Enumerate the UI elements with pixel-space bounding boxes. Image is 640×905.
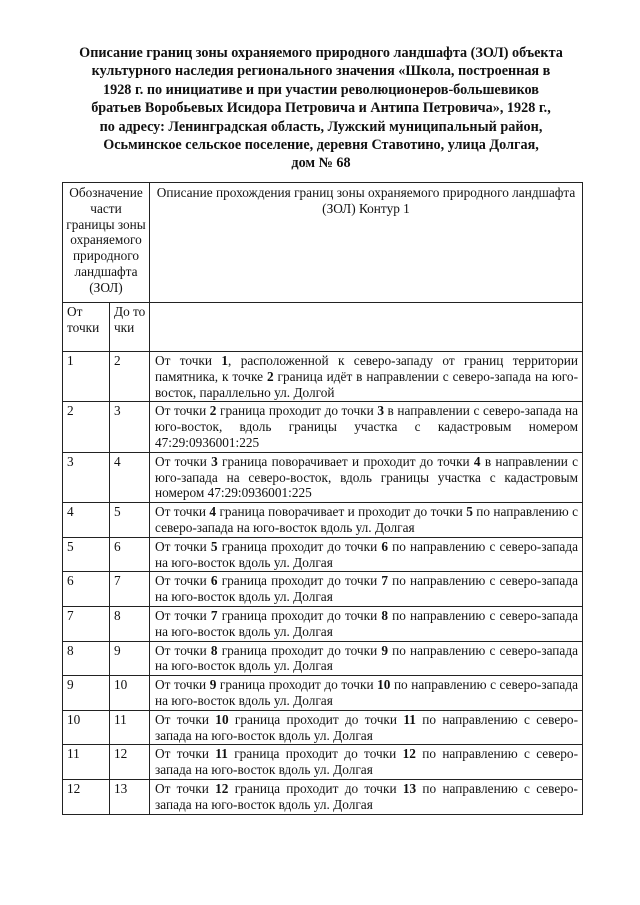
table-row xyxy=(63,606,583,641)
point-from: 12 xyxy=(63,779,110,814)
description-text: От точки xyxy=(155,353,222,368)
header-from-point: От точки xyxy=(63,303,110,352)
table-row xyxy=(63,572,583,607)
title-line: Описание границ зоны охраняемого природного ландшафта (ЗОЛ) объекта xyxy=(79,45,563,61)
title-line: культурного наследия регионального значения «Школа, построенная в xyxy=(91,63,551,80)
table-row xyxy=(63,641,583,676)
point-from: 8 xyxy=(63,641,110,676)
description-text: граница поворачивает и проходит до точки xyxy=(216,504,467,520)
table-subheader-row xyxy=(63,303,583,352)
point-from: 10 xyxy=(63,710,110,745)
point-number: 3 xyxy=(211,453,218,469)
description-text: по направлению с северо-запада на юго-восток вдоль ул. Долгая xyxy=(155,677,578,708)
point-number: 11 xyxy=(403,711,416,727)
title-line: 1928 г. по инициативе и при участии революционеров-большевиков xyxy=(103,81,539,98)
boundary-description xyxy=(150,537,583,572)
description-text: граница проходит до точки xyxy=(228,711,404,727)
point-number: 2 xyxy=(266,368,274,384)
description-text: От точки xyxy=(155,538,211,554)
boundary-description xyxy=(150,676,583,711)
boundary-description xyxy=(150,641,583,676)
point-number: 6 xyxy=(210,573,218,589)
description-text: , расположенной к северо-западу от границ территории памятника, к точке xyxy=(155,353,578,384)
point-number: 12 xyxy=(402,746,416,762)
point-number: 11 xyxy=(215,746,228,762)
header-to-point: До точки xyxy=(110,303,150,352)
description-text: по направлению с северо-запада на юго-восток вдоль ул. Долгая xyxy=(155,573,578,605)
table-row xyxy=(63,710,583,745)
description-text: в направлении с юго-запада на северо-восток, вдоль границы участка с кадастровым номером 47:29:0936001:225 xyxy=(155,453,579,501)
description-text: в направлении с северо-запада на юго-восток, вдоль границы участка с кадастровым номером 47:29:0936001:225 xyxy=(155,403,578,450)
header-empty-cell xyxy=(150,303,583,352)
description-text: граница проходит до точки xyxy=(216,403,378,419)
description-text: граница проходит до точки xyxy=(216,677,378,693)
description-text: От точки xyxy=(155,642,211,658)
point-number: 5 xyxy=(466,504,473,520)
point-to: 6 xyxy=(110,537,150,572)
point-to: 5 xyxy=(110,503,150,538)
point-number: 8 xyxy=(210,642,218,658)
point-number: 3 xyxy=(377,403,384,419)
point-to: 9 xyxy=(110,641,150,676)
point-number: 4 xyxy=(473,453,481,469)
table-row xyxy=(63,402,583,452)
description-text: От точки xyxy=(155,746,216,762)
point-to: 8 xyxy=(110,606,150,641)
point-number: 5 xyxy=(210,538,218,554)
title-line: братьев Воробьевых Исидора Петровича и Антипа Петровича», 1928 г., xyxy=(91,100,551,117)
point-to: 7 xyxy=(110,572,150,607)
point-from: 7 xyxy=(63,606,110,641)
description-text: по направлению с северо-запада на юго-восток вдоль ул. Долгая xyxy=(155,746,578,778)
description-text: От точки xyxy=(155,403,210,419)
description-text: граница проходит до точки xyxy=(217,642,382,658)
point-number: 2 xyxy=(209,403,217,419)
boundary-description xyxy=(150,745,583,780)
description-text: От точки xyxy=(155,677,210,693)
point-from: 3 xyxy=(63,452,110,502)
description-text: по направлению с северо-запада на юго-восток вдоль ул. Долгая xyxy=(155,780,578,812)
description-text: по направлению с северо-запада на юго-восток вдоль ул. Долгая xyxy=(155,607,578,639)
description-text: От точки xyxy=(155,504,210,520)
point-from: 6 xyxy=(63,572,110,607)
boundary-description xyxy=(150,352,583,402)
point-to: 13 xyxy=(110,779,150,814)
table-row xyxy=(63,503,583,538)
point-number: 7 xyxy=(381,573,388,589)
description-text: От точки xyxy=(155,607,211,623)
boundary-description xyxy=(150,402,583,452)
boundary-description xyxy=(150,452,583,502)
point-number: 10 xyxy=(377,677,391,693)
description-text: граница идёт в направлении с северо-запада на юго-восток, параллельно ул. Долгой xyxy=(155,368,579,400)
header-part-designation: Обозначение части границы зоны охраняемого природного ландшафта (ЗОЛ) xyxy=(63,183,150,303)
point-number: 1 xyxy=(221,353,228,368)
point-to: 10 xyxy=(110,676,150,711)
description-text: по направлению с северо-запада на юго-восток вдоль ул. Долгая xyxy=(155,538,578,570)
boundary-description xyxy=(150,710,583,745)
table-row xyxy=(63,537,583,572)
boundary-description xyxy=(150,779,583,814)
description-text: граница проходит до точки xyxy=(217,573,382,589)
description-text: по направлению с северо-запада на юго-восток вдоль ул. Долгая xyxy=(155,642,578,674)
point-from: 9 xyxy=(63,676,110,711)
description-text: по направлению с северо-запада на юго-восток вдоль ул. Долгая xyxy=(155,711,578,743)
description-text: От точки xyxy=(155,573,211,589)
description-text: граница проходит до точки xyxy=(217,607,382,623)
point-to: 12 xyxy=(110,745,150,780)
point-to: 4 xyxy=(110,452,150,502)
description-text: От точки xyxy=(155,453,212,469)
point-to: 3 xyxy=(110,402,150,452)
point-number: 4 xyxy=(209,504,217,520)
point-from: 4 xyxy=(63,503,110,538)
point-from: 1 xyxy=(63,352,110,402)
point-to: 11 xyxy=(110,710,150,745)
table-row xyxy=(63,452,583,502)
point-number: 9 xyxy=(381,642,388,658)
table-header-row xyxy=(63,183,583,303)
point-from: 5 xyxy=(63,537,110,572)
header-description: Описание прохождения границ зоны охраняемого природного ландшафта (ЗОЛ) Контур 1 xyxy=(150,183,583,303)
description-text: граница проходит до точки xyxy=(217,538,382,554)
title-line: Осьминское сельское поселение, деревня Ставотино, улица Долгая, xyxy=(103,137,539,154)
document-title xyxy=(40,44,602,173)
point-number: 7 xyxy=(210,607,218,623)
point-number: 12 xyxy=(215,780,229,796)
point-number: 9 xyxy=(209,677,217,693)
description-text: граница поворачивает и проходит до точки xyxy=(217,453,474,469)
point-from: 11 xyxy=(63,745,110,780)
point-to: 2 xyxy=(110,352,150,402)
description-text: по направлению с северо-запада на юго-восток вдоль ул. Долгая xyxy=(155,504,579,535)
point-number: 10 xyxy=(215,711,229,727)
boundary-table xyxy=(62,182,583,815)
table-row xyxy=(63,745,583,780)
boundary-description xyxy=(150,572,583,607)
description-text: От точки xyxy=(155,711,216,727)
title-line: дом № 68 xyxy=(291,155,351,172)
point-number: 8 xyxy=(381,607,388,623)
boundary-description xyxy=(150,606,583,641)
description-text: граница проходит до точки xyxy=(227,746,403,762)
description-text: граница проходит до точки xyxy=(228,780,403,796)
table-row xyxy=(63,779,583,814)
point-number: 13 xyxy=(402,780,417,796)
point-number: 6 xyxy=(381,538,388,554)
boundary-description xyxy=(150,503,583,538)
point-from: 2 xyxy=(63,402,110,452)
table-row xyxy=(63,676,583,711)
description-text: От точки xyxy=(155,780,216,796)
title-line: по адресу: Ленинградская область, Лужский муниципальный район, xyxy=(99,118,543,135)
table-row xyxy=(63,352,583,402)
